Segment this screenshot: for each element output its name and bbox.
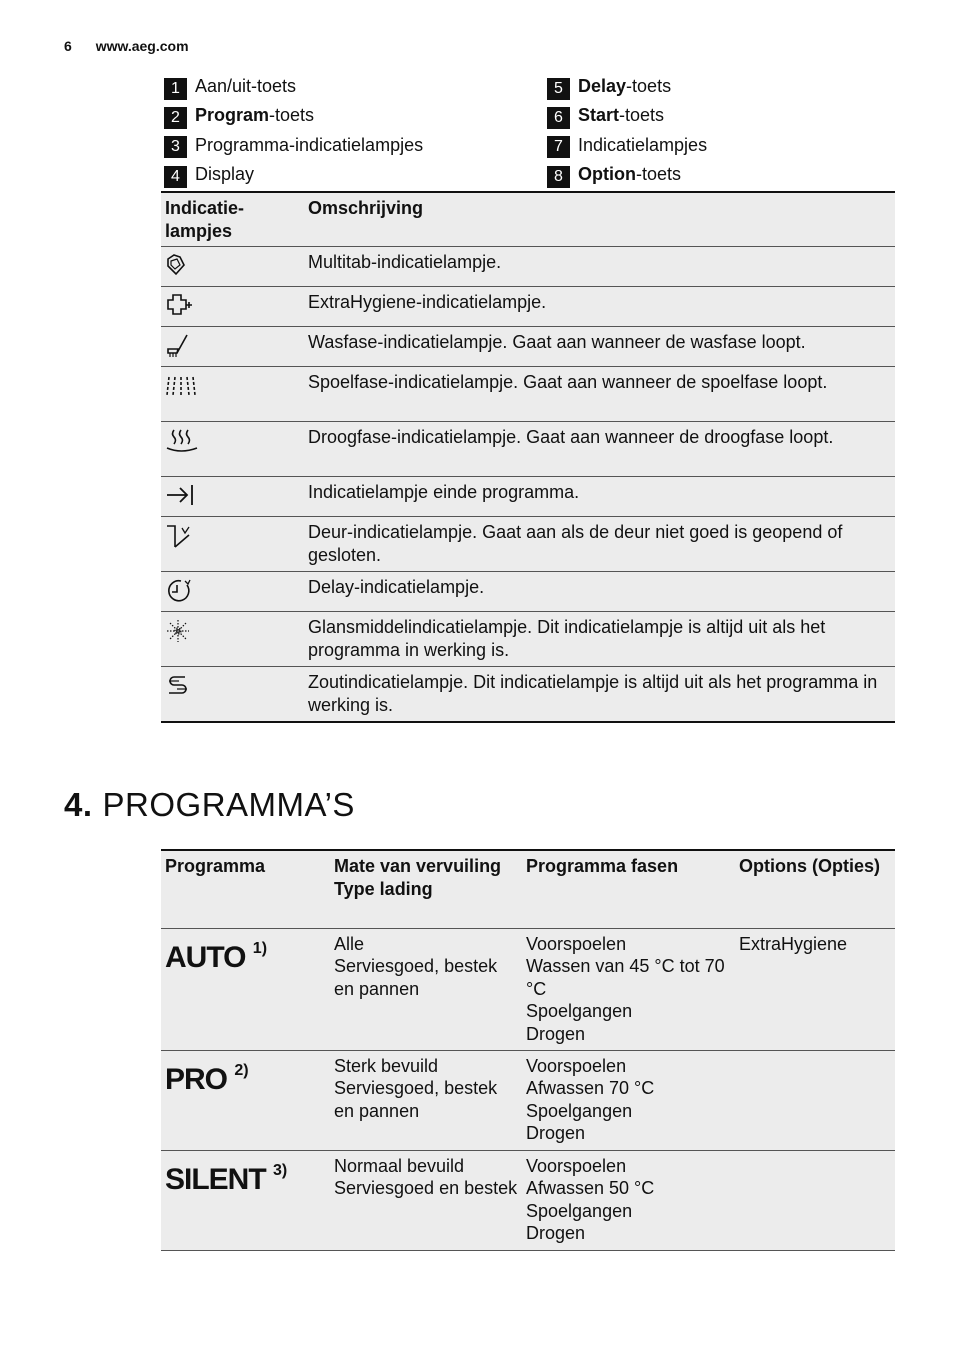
legend-number: 3: [164, 136, 187, 158]
program-name-cell: [161, 928, 330, 1050]
legend-number: 2: [164, 107, 187, 129]
end-program-icon: [165, 483, 195, 507]
table-row: [161, 928, 895, 1050]
footnote-ref: 2): [234, 1061, 249, 1079]
options-cell: [735, 1150, 895, 1250]
table-row: [161, 422, 895, 477]
column-header: Programma: [165, 856, 266, 876]
table-header-row: [161, 850, 895, 928]
phase: Drogen: [526, 1123, 586, 1143]
indicator-description: Indicatielampje einde programma.: [308, 482, 580, 502]
page-number: 6: [64, 38, 72, 54]
program-name: PRO: [165, 1062, 228, 1096]
legend-text: -toets: [619, 105, 665, 126]
table-row: [161, 367, 895, 422]
phase: Voorspoelen: [526, 933, 627, 954]
program-name-silent: [165, 1163, 287, 1196]
phase: Drogen: [526, 1223, 586, 1243]
legend-text: Indicatielampjes: [578, 134, 708, 155]
table-row: [161, 247, 895, 287]
program-name-pro: [165, 1063, 249, 1096]
legend-bold: Program: [195, 105, 270, 126]
indicator-description: Glansmiddelindicatielampje. Dit indicatielampje is altijd uit als het programma in werking is.: [308, 617, 826, 660]
legend-text: Programma-indicatielampjes: [195, 134, 424, 155]
program-name-cell: [161, 1150, 330, 1250]
legend-text: -toets: [269, 105, 315, 126]
table-row: [161, 1150, 895, 1250]
legend-item: [547, 72, 707, 101]
extrahygiene-icon: [165, 293, 195, 317]
footnote-ref: 3): [273, 1161, 288, 1179]
dry-phase-icon: [165, 428, 199, 454]
wash-phase-icon: [165, 333, 191, 359]
program-name-auto: [165, 941, 267, 974]
table-header-row: [161, 192, 895, 247]
phase: Wassen van 45 °C tot 70 °C: [526, 956, 725, 999]
indicator-description: Delay-indicatielampje.: [308, 577, 485, 597]
legend-item: [164, 131, 423, 160]
legend-bold: Start: [578, 105, 620, 126]
site-url[interactable]: www.aeg.com: [95, 38, 189, 54]
delay-clock-icon: [165, 578, 193, 604]
phase: Drogen: [526, 1023, 586, 1044]
legend-number: 1: [164, 78, 187, 100]
salt-icon: [165, 673, 191, 699]
legend-bold: Delay: [578, 76, 627, 97]
phases-cell: [522, 928, 735, 1050]
legend-number: 8: [547, 166, 570, 188]
table-row: [161, 1050, 895, 1150]
phase: Spoelgangen: [526, 1100, 633, 1121]
phase: Spoelgangen: [526, 1001, 633, 1021]
legend-item: [164, 72, 423, 101]
phase: Spoelgangen: [526, 1200, 633, 1221]
options-cell: ExtraHygiene: [739, 933, 848, 954]
indicator-description: Spoelfase-indicatielampje. Gaat aan wanneer de spoelfase loopt.: [308, 372, 828, 392]
load-type: Serviesgoed en bestek: [334, 1178, 518, 1198]
legend-text: Display: [195, 164, 255, 185]
column-header: Options (Opties): [739, 856, 880, 876]
table-row: [161, 477, 895, 517]
column-header: Omschrijving: [308, 198, 424, 218]
rinse-aid-icon: [165, 618, 191, 644]
table-row: [161, 667, 895, 722]
multitab-icon: [165, 253, 187, 277]
rinse-phase-icon: [165, 373, 199, 399]
program-name-cell: [161, 1050, 330, 1150]
column-header: Indicatie- lampjes: [165, 198, 245, 241]
soil-level: Normaal bevuild: [334, 1155, 465, 1176]
load-type: Serviesgoed, bestek en pannen: [334, 956, 498, 999]
indicator-description: Wasfase-indicatielampje. Gaat aan wanneer de wasfase loopt.: [308, 332, 806, 352]
page-header: [64, 38, 189, 54]
phases-cell: [522, 1050, 735, 1150]
footnote-ref: 1): [252, 939, 268, 957]
table-row: [161, 327, 895, 367]
indicator-description: Deur-indicatielampje. Gaat aan als de deur niet goed is geopend of gesloten.: [308, 522, 843, 565]
soil-load-cell: [330, 928, 522, 1050]
section-number: 4.: [64, 786, 93, 823]
soil-load-cell: [330, 1050, 522, 1150]
table-row: [161, 517, 895, 572]
indicator-description: ExtraHygiene-indicatielampje.: [308, 292, 547, 312]
door-icon: [165, 523, 195, 549]
section-title: PROGRAMMA’S: [102, 786, 355, 823]
legend-number: 6: [547, 107, 570, 129]
program-name: SILENT: [165, 1162, 266, 1196]
legend-item: [547, 101, 707, 130]
load-type: Serviesgoed, bestek en pannen: [334, 1078, 498, 1121]
legend-bold: Option: [578, 164, 636, 185]
table-row: [161, 612, 895, 667]
legend-right-column: [547, 72, 707, 189]
legend-number: 7: [547, 136, 570, 158]
legend-text: -toets: [626, 76, 672, 97]
table-row: [161, 287, 895, 327]
legend-number: 5: [547, 78, 570, 100]
column-header: Mate van vervuiling Type lading: [334, 856, 502, 899]
phase: Voorspoelen: [526, 1055, 627, 1076]
table-row: [161, 572, 895, 612]
legend-item: [164, 160, 423, 189]
indicator-table: [161, 191, 895, 723]
options-cell: [735, 1050, 895, 1150]
legend-number: 4: [164, 166, 187, 188]
soil-level: Alle: [334, 933, 365, 954]
phases-cell: [522, 1150, 735, 1250]
legend-item: [547, 131, 707, 160]
phase: Voorspoelen: [526, 1155, 627, 1176]
program-table: [161, 849, 895, 1251]
legend-text: Aan/uit-toets: [195, 76, 297, 97]
legend-text: -toets: [635, 164, 682, 185]
indicator-description: Multitab-indicatielampje.: [308, 252, 502, 272]
legend-left-column: [164, 72, 423, 189]
column-header: Programma fasen: [526, 856, 679, 876]
section-heading: [64, 786, 355, 824]
indicator-description: Zoutindicatielampje. Dit indicatielampje is altijd uit als het programma in werking is.: [308, 672, 878, 715]
soil-level: Sterk bevuild: [334, 1055, 439, 1076]
phase: Afwassen 50 °C: [526, 1178, 655, 1198]
legend-item: [547, 160, 707, 189]
phase: Afwassen 70 °C: [526, 1078, 655, 1098]
legend-item: [164, 101, 423, 130]
soil-load-cell: [330, 1150, 522, 1250]
program-name: AUTO: [165, 940, 246, 974]
indicator-description: Droogfase-indicatielampje. Gaat aan wanneer de droogfase loopt.: [308, 427, 834, 447]
